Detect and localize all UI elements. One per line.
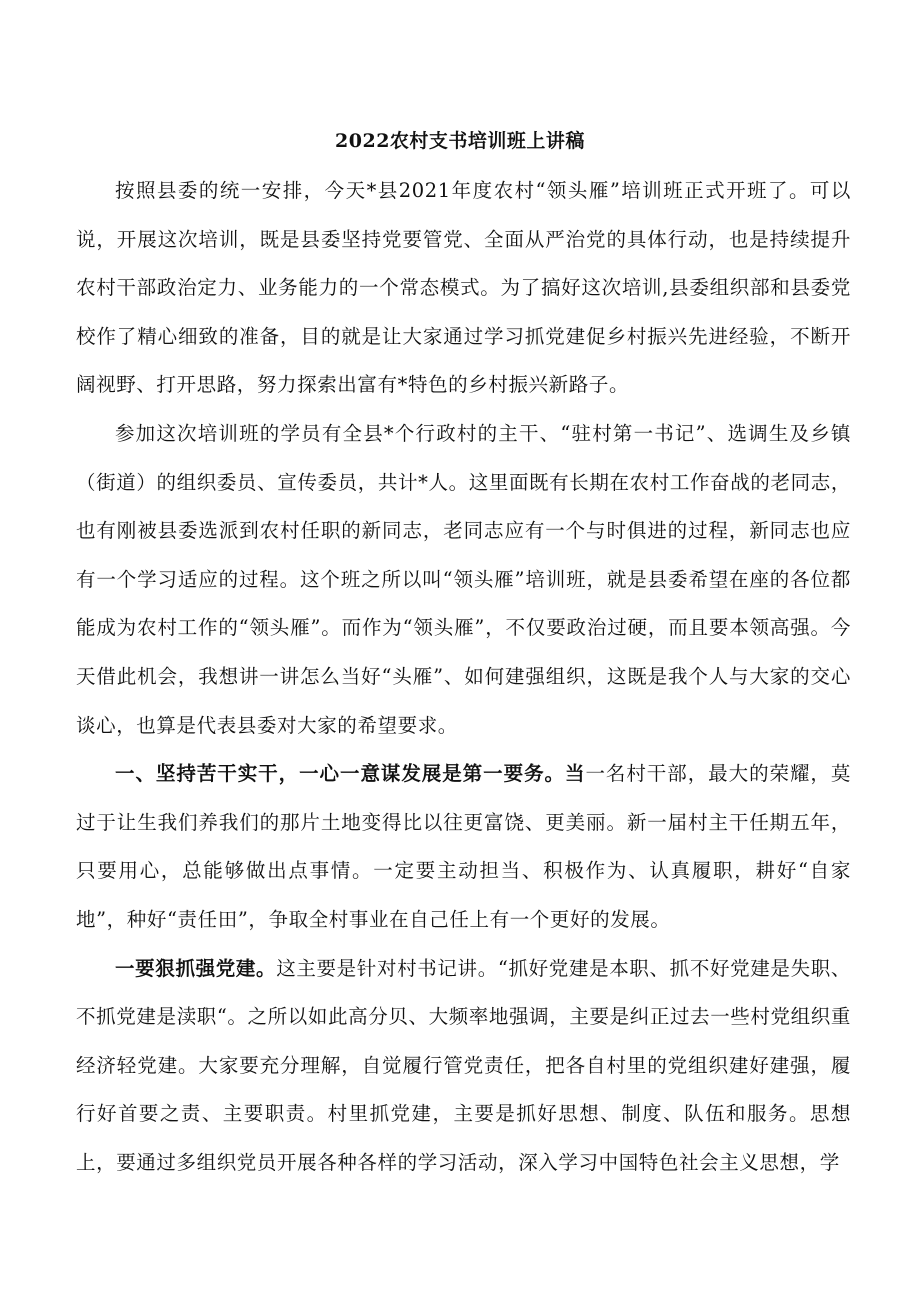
paragraph-participants (76, 410, 851, 750)
subsection-heading: 一要狠抓强党建。 (115, 956, 277, 980)
paragraph-opening (76, 167, 851, 410)
paragraph-party-building (76, 945, 851, 1188)
paragraph-text: 参加这次培训班的学员有全县*个行政村的主干、“驻村第一书记”、选调生及乡镇（街道）的组织委员、宣传委员，共计*人。这里面既有长期在农村工作奋战的老同志，也有刚被县委选派到农村任职的新同志，老同志应有一个与时俱进的过程，新同志也应有一个学习适应的过程。这个班之所以叫“领头雁”培训班，就是县委希望在座的各位都能成为农村工作的“领头雁”。而作为“领头雁”，不仅要政治过硬，而且要本领高强。今天借此机会，我想讲一讲怎么当好“头雁”、如何建强组织，这既是我个人与大家的交心谈心，也算是代表县委对大家的希望要求。 (76, 421, 851, 737)
paragraph-text: 一名村干部，最大的荣耀，莫过于让生我们养我们的那片土地变得比以往更富饶、更美丽。新一届村主干任期五年，只要用心，总能够做出点事情。一定要主动担当、积极作为、认真履职，耕好“自家地”，种好“责任田”，争取全村事业在自己任上有一个更好的发展。 (76, 762, 851, 931)
document-body (76, 167, 851, 1187)
paragraph-text: 按照县委的统一安排，今天*县2021年度农村“领头雁”培训班正式开班了。可以说，开展这次培训，既是县委坚持党要管党、全面从严治党的具体行动，也是持续提升农村干部政治定力、业务能力的一个常态模式。为了搞好这次培训,县委组织部和县委党校作了精心细致的准备，目的就是让大家通过学习抓党建促乡村振兴先进经验，不断开阔视野、打开思路，努力探索出富有*特色的乡村振兴新路子。 (76, 179, 851, 397)
section-heading: 一、坚持苦干实干，一心一意谋发展是第一要务。当 (115, 762, 586, 786)
paragraph-text: 这主要是针对村书记讲。“抓好党建是本职、抓不好党建是失职、不抓党建是渎职“。之所以如此高分贝、大频率地强调，主要是纠正过去一些村党组织重经济轻党建。大家要充分理解，自觉履行管党责任，把各自村里的党组织建好建强，履行好首要之责、主要职责。村里抓党建，主要是抓好思想、制度、队伍和服务。思想上，要通过多组织党员开展各种各样的学习活动，深入学习中国特色社会主义思想，学 (76, 956, 851, 1174)
document-title: 2022农村支书培训班上讲稿 (335, 130, 585, 152)
paragraph-section-one (76, 750, 851, 944)
